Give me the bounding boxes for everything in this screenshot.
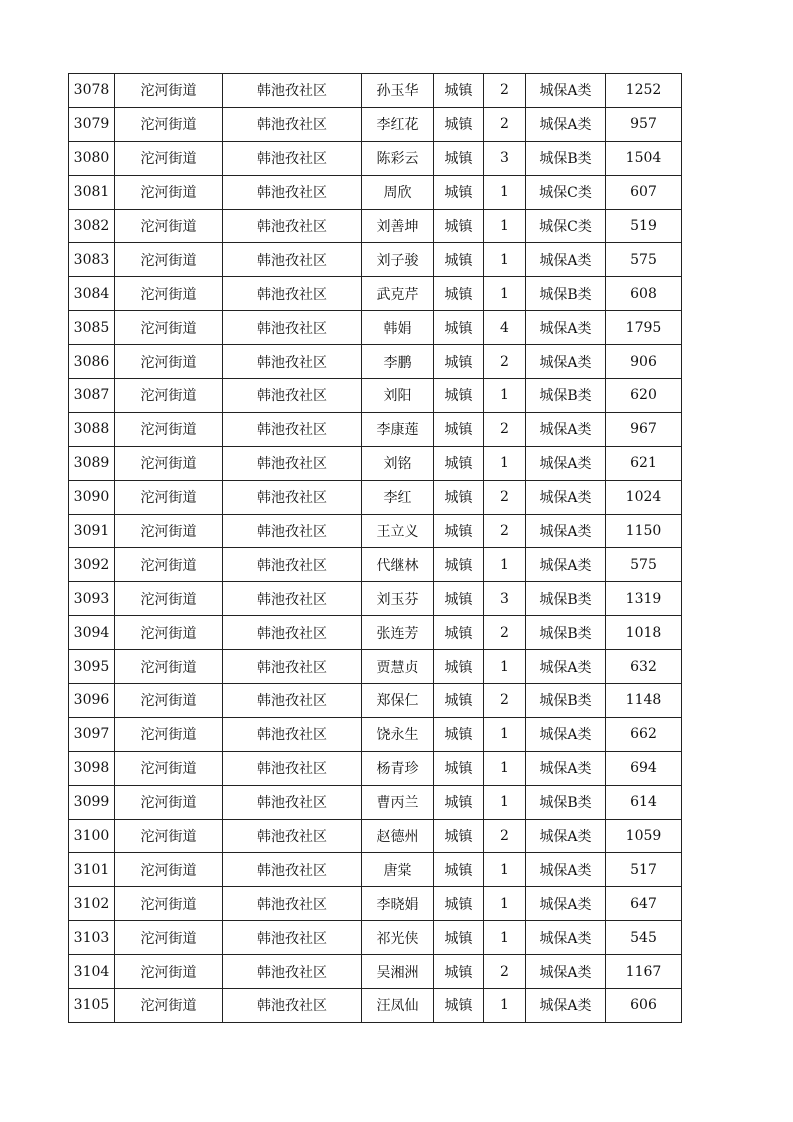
community-cell: 韩池孜社区 xyxy=(223,74,362,108)
community-cell: 韩池孜社区 xyxy=(223,717,362,751)
serial-number-cell: 3088 xyxy=(69,412,115,446)
household-size-cell: 2 xyxy=(484,107,526,141)
serial-number-cell: 3083 xyxy=(69,243,115,277)
area-type-cell: 城镇 xyxy=(434,514,484,548)
community-cell: 韩池孜社区 xyxy=(223,412,362,446)
amount-cell: 545 xyxy=(606,921,682,955)
table-row xyxy=(69,853,682,887)
amount-cell: 1150 xyxy=(606,514,682,548)
category-cell: 城保A类 xyxy=(526,819,606,853)
category-cell: 城保A类 xyxy=(526,514,606,548)
subdistrict-cell: 沱河街道 xyxy=(115,582,223,616)
subdistrict-cell: 沱河街道 xyxy=(115,209,223,243)
category-cell: 城保A类 xyxy=(526,853,606,887)
table-row xyxy=(69,379,682,413)
household-size-cell: 2 xyxy=(484,514,526,548)
amount-cell: 607 xyxy=(606,175,682,209)
name-cell: 郑保仁 xyxy=(362,684,434,718)
serial-number-cell: 3103 xyxy=(69,921,115,955)
amount-cell: 606 xyxy=(606,989,682,1023)
serial-number-cell: 3098 xyxy=(69,751,115,785)
subdistrict-cell: 沱河街道 xyxy=(115,514,223,548)
serial-number-cell: 3082 xyxy=(69,209,115,243)
household-size-cell: 1 xyxy=(484,785,526,819)
subdistrict-cell: 沱河街道 xyxy=(115,548,223,582)
community-cell: 韩池孜社区 xyxy=(223,175,362,209)
subdistrict-cell: 沱河街道 xyxy=(115,480,223,514)
household-size-cell: 1 xyxy=(484,989,526,1023)
serial-number-cell: 3089 xyxy=(69,446,115,480)
household-size-cell: 1 xyxy=(484,175,526,209)
area-type-cell: 城镇 xyxy=(434,74,484,108)
area-type-cell: 城镇 xyxy=(434,175,484,209)
area-type-cell: 城镇 xyxy=(434,548,484,582)
area-type-cell: 城镇 xyxy=(434,751,484,785)
household-size-cell: 3 xyxy=(484,582,526,616)
area-type-cell: 城镇 xyxy=(434,989,484,1023)
area-type-cell: 城镇 xyxy=(434,887,484,921)
table-row xyxy=(69,277,682,311)
amount-cell: 1018 xyxy=(606,616,682,650)
serial-number-cell: 3099 xyxy=(69,785,115,819)
name-cell: 孙玉华 xyxy=(362,74,434,108)
name-cell: 唐棠 xyxy=(362,853,434,887)
category-cell: 城保C类 xyxy=(526,175,606,209)
name-cell: 李鹏 xyxy=(362,345,434,379)
amount-cell: 967 xyxy=(606,412,682,446)
category-cell: 城保B类 xyxy=(526,277,606,311)
amount-cell: 1024 xyxy=(606,480,682,514)
name-cell: 周欣 xyxy=(362,175,434,209)
serial-number-cell: 3080 xyxy=(69,141,115,175)
name-cell: 祁光侠 xyxy=(362,921,434,955)
category-cell: 城保A类 xyxy=(526,548,606,582)
serial-number-cell: 3093 xyxy=(69,582,115,616)
serial-number-cell: 3087 xyxy=(69,379,115,413)
subdistrict-cell: 沱河街道 xyxy=(115,243,223,277)
name-cell: 李红 xyxy=(362,480,434,514)
subdistrict-cell: 沱河街道 xyxy=(115,650,223,684)
household-size-cell: 2 xyxy=(484,955,526,989)
category-cell: 城保A类 xyxy=(526,751,606,785)
category-cell: 城保A类 xyxy=(526,989,606,1023)
household-size-cell: 1 xyxy=(484,853,526,887)
amount-cell: 632 xyxy=(606,650,682,684)
table-row xyxy=(69,650,682,684)
table-row xyxy=(69,921,682,955)
name-cell: 刘阳 xyxy=(362,379,434,413)
household-size-cell: 2 xyxy=(484,74,526,108)
subdistrict-cell: 沱河街道 xyxy=(115,311,223,345)
table-body xyxy=(69,74,682,1023)
serial-number-cell: 3096 xyxy=(69,684,115,718)
name-cell: 饶永生 xyxy=(362,717,434,751)
serial-number-cell: 3084 xyxy=(69,277,115,311)
table-row xyxy=(69,717,682,751)
amount-cell: 621 xyxy=(606,446,682,480)
serial-number-cell: 3095 xyxy=(69,650,115,684)
serial-number-cell: 3101 xyxy=(69,853,115,887)
community-cell: 韩池孜社区 xyxy=(223,921,362,955)
household-size-cell: 1 xyxy=(484,446,526,480)
subdistrict-cell: 沱河街道 xyxy=(115,751,223,785)
table-row xyxy=(69,74,682,108)
subdistrict-cell: 沱河街道 xyxy=(115,277,223,311)
name-cell: 杨青珍 xyxy=(362,751,434,785)
table-row xyxy=(69,345,682,379)
household-size-cell: 3 xyxy=(484,141,526,175)
category-cell: 城保A类 xyxy=(526,74,606,108)
subdistrict-cell: 沱河街道 xyxy=(115,853,223,887)
serial-number-cell: 3097 xyxy=(69,717,115,751)
amount-cell: 614 xyxy=(606,785,682,819)
area-type-cell: 城镇 xyxy=(434,616,484,650)
name-cell: 赵德州 xyxy=(362,819,434,853)
table-row xyxy=(69,514,682,548)
amount-cell: 575 xyxy=(606,548,682,582)
serial-number-cell: 3091 xyxy=(69,514,115,548)
amount-cell: 1252 xyxy=(606,74,682,108)
community-cell: 韩池孜社区 xyxy=(223,751,362,785)
table-row xyxy=(69,684,682,718)
community-cell: 韩池孜社区 xyxy=(223,785,362,819)
area-type-cell: 城镇 xyxy=(434,412,484,446)
area-type-cell: 城镇 xyxy=(434,582,484,616)
name-cell: 陈彩云 xyxy=(362,141,434,175)
amount-cell: 575 xyxy=(606,243,682,277)
community-cell: 韩池孜社区 xyxy=(223,616,362,650)
amount-cell: 662 xyxy=(606,717,682,751)
amount-cell: 1167 xyxy=(606,955,682,989)
subdistrict-cell: 沱河街道 xyxy=(115,616,223,650)
household-size-cell: 1 xyxy=(484,277,526,311)
household-size-cell: 2 xyxy=(484,616,526,650)
subdistrict-cell: 沱河街道 xyxy=(115,107,223,141)
name-cell: 代继林 xyxy=(362,548,434,582)
area-type-cell: 城镇 xyxy=(434,107,484,141)
household-size-cell: 1 xyxy=(484,548,526,582)
community-cell: 韩池孜社区 xyxy=(223,446,362,480)
serial-number-cell: 3105 xyxy=(69,989,115,1023)
household-size-cell: 2 xyxy=(484,819,526,853)
community-cell: 韩池孜社区 xyxy=(223,243,362,277)
category-cell: 城保B类 xyxy=(526,785,606,819)
category-cell: 城保A类 xyxy=(526,446,606,480)
table-row xyxy=(69,209,682,243)
subdistrict-cell: 沱河街道 xyxy=(115,74,223,108)
household-size-cell: 1 xyxy=(484,379,526,413)
table-row xyxy=(69,412,682,446)
subdistrict-cell: 沱河街道 xyxy=(115,819,223,853)
serial-number-cell: 3100 xyxy=(69,819,115,853)
area-type-cell: 城镇 xyxy=(434,379,484,413)
community-cell: 韩池孜社区 xyxy=(223,107,362,141)
table-row xyxy=(69,582,682,616)
amount-cell: 1795 xyxy=(606,311,682,345)
subdistrict-cell: 沱河街道 xyxy=(115,785,223,819)
community-cell: 韩池孜社区 xyxy=(223,853,362,887)
community-cell: 韩池孜社区 xyxy=(223,514,362,548)
subdistrict-cell: 沱河街道 xyxy=(115,955,223,989)
household-size-cell: 2 xyxy=(484,684,526,718)
area-type-cell: 城镇 xyxy=(434,717,484,751)
household-size-cell: 4 xyxy=(484,311,526,345)
table-row xyxy=(69,989,682,1023)
area-type-cell: 城镇 xyxy=(434,480,484,514)
table-row xyxy=(69,243,682,277)
category-cell: 城保B类 xyxy=(526,616,606,650)
serial-number-cell: 3090 xyxy=(69,480,115,514)
amount-cell: 906 xyxy=(606,345,682,379)
category-cell: 城保A类 xyxy=(526,650,606,684)
area-type-cell: 城镇 xyxy=(434,243,484,277)
name-cell: 曹丙兰 xyxy=(362,785,434,819)
community-cell: 韩池孜社区 xyxy=(223,379,362,413)
household-size-cell: 2 xyxy=(484,412,526,446)
community-cell: 韩池孜社区 xyxy=(223,277,362,311)
amount-cell: 1148 xyxy=(606,684,682,718)
area-type-cell: 城镇 xyxy=(434,277,484,311)
name-cell: 吴湘洲 xyxy=(362,955,434,989)
community-cell: 韩池孜社区 xyxy=(223,141,362,175)
table-row xyxy=(69,141,682,175)
subdistrict-cell: 沱河街道 xyxy=(115,989,223,1023)
name-cell: 刘铭 xyxy=(362,446,434,480)
serial-number-cell: 3102 xyxy=(69,887,115,921)
subdistrict-cell: 沱河街道 xyxy=(115,717,223,751)
category-cell: 城保B类 xyxy=(526,141,606,175)
subdistrict-cell: 沱河街道 xyxy=(115,175,223,209)
amount-cell: 1504 xyxy=(606,141,682,175)
community-cell: 韩池孜社区 xyxy=(223,819,362,853)
table-row xyxy=(69,175,682,209)
category-cell: 城保B类 xyxy=(526,379,606,413)
area-type-cell: 城镇 xyxy=(434,921,484,955)
household-size-cell: 1 xyxy=(484,921,526,955)
amount-cell: 694 xyxy=(606,751,682,785)
serial-number-cell: 3079 xyxy=(69,107,115,141)
serial-number-cell: 3104 xyxy=(69,955,115,989)
amount-cell: 620 xyxy=(606,379,682,413)
table-row xyxy=(69,446,682,480)
table-row xyxy=(69,887,682,921)
category-cell: 城保B类 xyxy=(526,684,606,718)
area-type-cell: 城镇 xyxy=(434,650,484,684)
subdistrict-cell: 沱河街道 xyxy=(115,887,223,921)
table-row xyxy=(69,616,682,650)
household-size-cell: 1 xyxy=(484,887,526,921)
community-cell: 韩池孜社区 xyxy=(223,887,362,921)
area-type-cell: 城镇 xyxy=(434,819,484,853)
community-cell: 韩池孜社区 xyxy=(223,311,362,345)
records-table xyxy=(68,73,682,1023)
area-type-cell: 城镇 xyxy=(434,446,484,480)
serial-number-cell: 3094 xyxy=(69,616,115,650)
category-cell: 城保A类 xyxy=(526,243,606,277)
table-row xyxy=(69,955,682,989)
household-size-cell: 1 xyxy=(484,209,526,243)
household-size-cell: 1 xyxy=(484,717,526,751)
subdistrict-cell: 沱河街道 xyxy=(115,684,223,718)
table-row xyxy=(69,819,682,853)
community-cell: 韩池孜社区 xyxy=(223,955,362,989)
area-type-cell: 城镇 xyxy=(434,209,484,243)
name-cell: 贾慧贞 xyxy=(362,650,434,684)
category-cell: 城保A类 xyxy=(526,311,606,345)
area-type-cell: 城镇 xyxy=(434,311,484,345)
amount-cell: 647 xyxy=(606,887,682,921)
name-cell: 李红花 xyxy=(362,107,434,141)
serial-number-cell: 3078 xyxy=(69,74,115,108)
area-type-cell: 城镇 xyxy=(434,141,484,175)
amount-cell: 957 xyxy=(606,107,682,141)
community-cell: 韩池孜社区 xyxy=(223,650,362,684)
community-cell: 韩池孜社区 xyxy=(223,582,362,616)
table-row xyxy=(69,311,682,345)
category-cell: 城保A类 xyxy=(526,955,606,989)
name-cell: 李晓娟 xyxy=(362,887,434,921)
community-cell: 韩池孜社区 xyxy=(223,480,362,514)
category-cell: 城保A类 xyxy=(526,345,606,379)
community-cell: 韩池孜社区 xyxy=(223,209,362,243)
name-cell: 李康莲 xyxy=(362,412,434,446)
category-cell: 城保C类 xyxy=(526,209,606,243)
category-cell: 城保A类 xyxy=(526,107,606,141)
household-size-cell: 2 xyxy=(484,345,526,379)
name-cell: 汪凤仙 xyxy=(362,989,434,1023)
category-cell: 城保B类 xyxy=(526,582,606,616)
serial-number-cell: 3086 xyxy=(69,345,115,379)
amount-cell: 517 xyxy=(606,853,682,887)
table-row xyxy=(69,785,682,819)
category-cell: 城保A类 xyxy=(526,887,606,921)
area-type-cell: 城镇 xyxy=(434,955,484,989)
category-cell: 城保A类 xyxy=(526,717,606,751)
amount-cell: 519 xyxy=(606,209,682,243)
community-cell: 韩池孜社区 xyxy=(223,548,362,582)
serial-number-cell: 3085 xyxy=(69,311,115,345)
subdistrict-cell: 沱河街道 xyxy=(115,446,223,480)
serial-number-cell: 3092 xyxy=(69,548,115,582)
serial-number-cell: 3081 xyxy=(69,175,115,209)
name-cell: 刘善坤 xyxy=(362,209,434,243)
category-cell: 城保A类 xyxy=(526,921,606,955)
subdistrict-cell: 沱河街道 xyxy=(115,921,223,955)
community-cell: 韩池孜社区 xyxy=(223,345,362,379)
area-type-cell: 城镇 xyxy=(434,345,484,379)
household-size-cell: 2 xyxy=(484,480,526,514)
community-cell: 韩池孜社区 xyxy=(223,684,362,718)
amount-cell: 1319 xyxy=(606,582,682,616)
area-type-cell: 城镇 xyxy=(434,684,484,718)
area-type-cell: 城镇 xyxy=(434,785,484,819)
table-row xyxy=(69,751,682,785)
name-cell: 张连芳 xyxy=(362,616,434,650)
subdistrict-cell: 沱河街道 xyxy=(115,345,223,379)
name-cell: 王立义 xyxy=(362,514,434,548)
community-cell: 韩池孜社区 xyxy=(223,989,362,1023)
table-row xyxy=(69,480,682,514)
household-size-cell: 1 xyxy=(484,751,526,785)
category-cell: 城保A类 xyxy=(526,412,606,446)
name-cell: 武克芹 xyxy=(362,277,434,311)
amount-cell: 1059 xyxy=(606,819,682,853)
amount-cell: 608 xyxy=(606,277,682,311)
name-cell: 刘子骏 xyxy=(362,243,434,277)
subdistrict-cell: 沱河街道 xyxy=(115,412,223,446)
name-cell: 韩娟 xyxy=(362,311,434,345)
household-size-cell: 1 xyxy=(484,243,526,277)
name-cell: 刘玉芬 xyxy=(362,582,434,616)
table-row xyxy=(69,107,682,141)
category-cell: 城保A类 xyxy=(526,480,606,514)
subdistrict-cell: 沱河街道 xyxy=(115,141,223,175)
subdistrict-cell: 沱河街道 xyxy=(115,379,223,413)
table-row xyxy=(69,548,682,582)
area-type-cell: 城镇 xyxy=(434,853,484,887)
household-size-cell: 1 xyxy=(484,650,526,684)
